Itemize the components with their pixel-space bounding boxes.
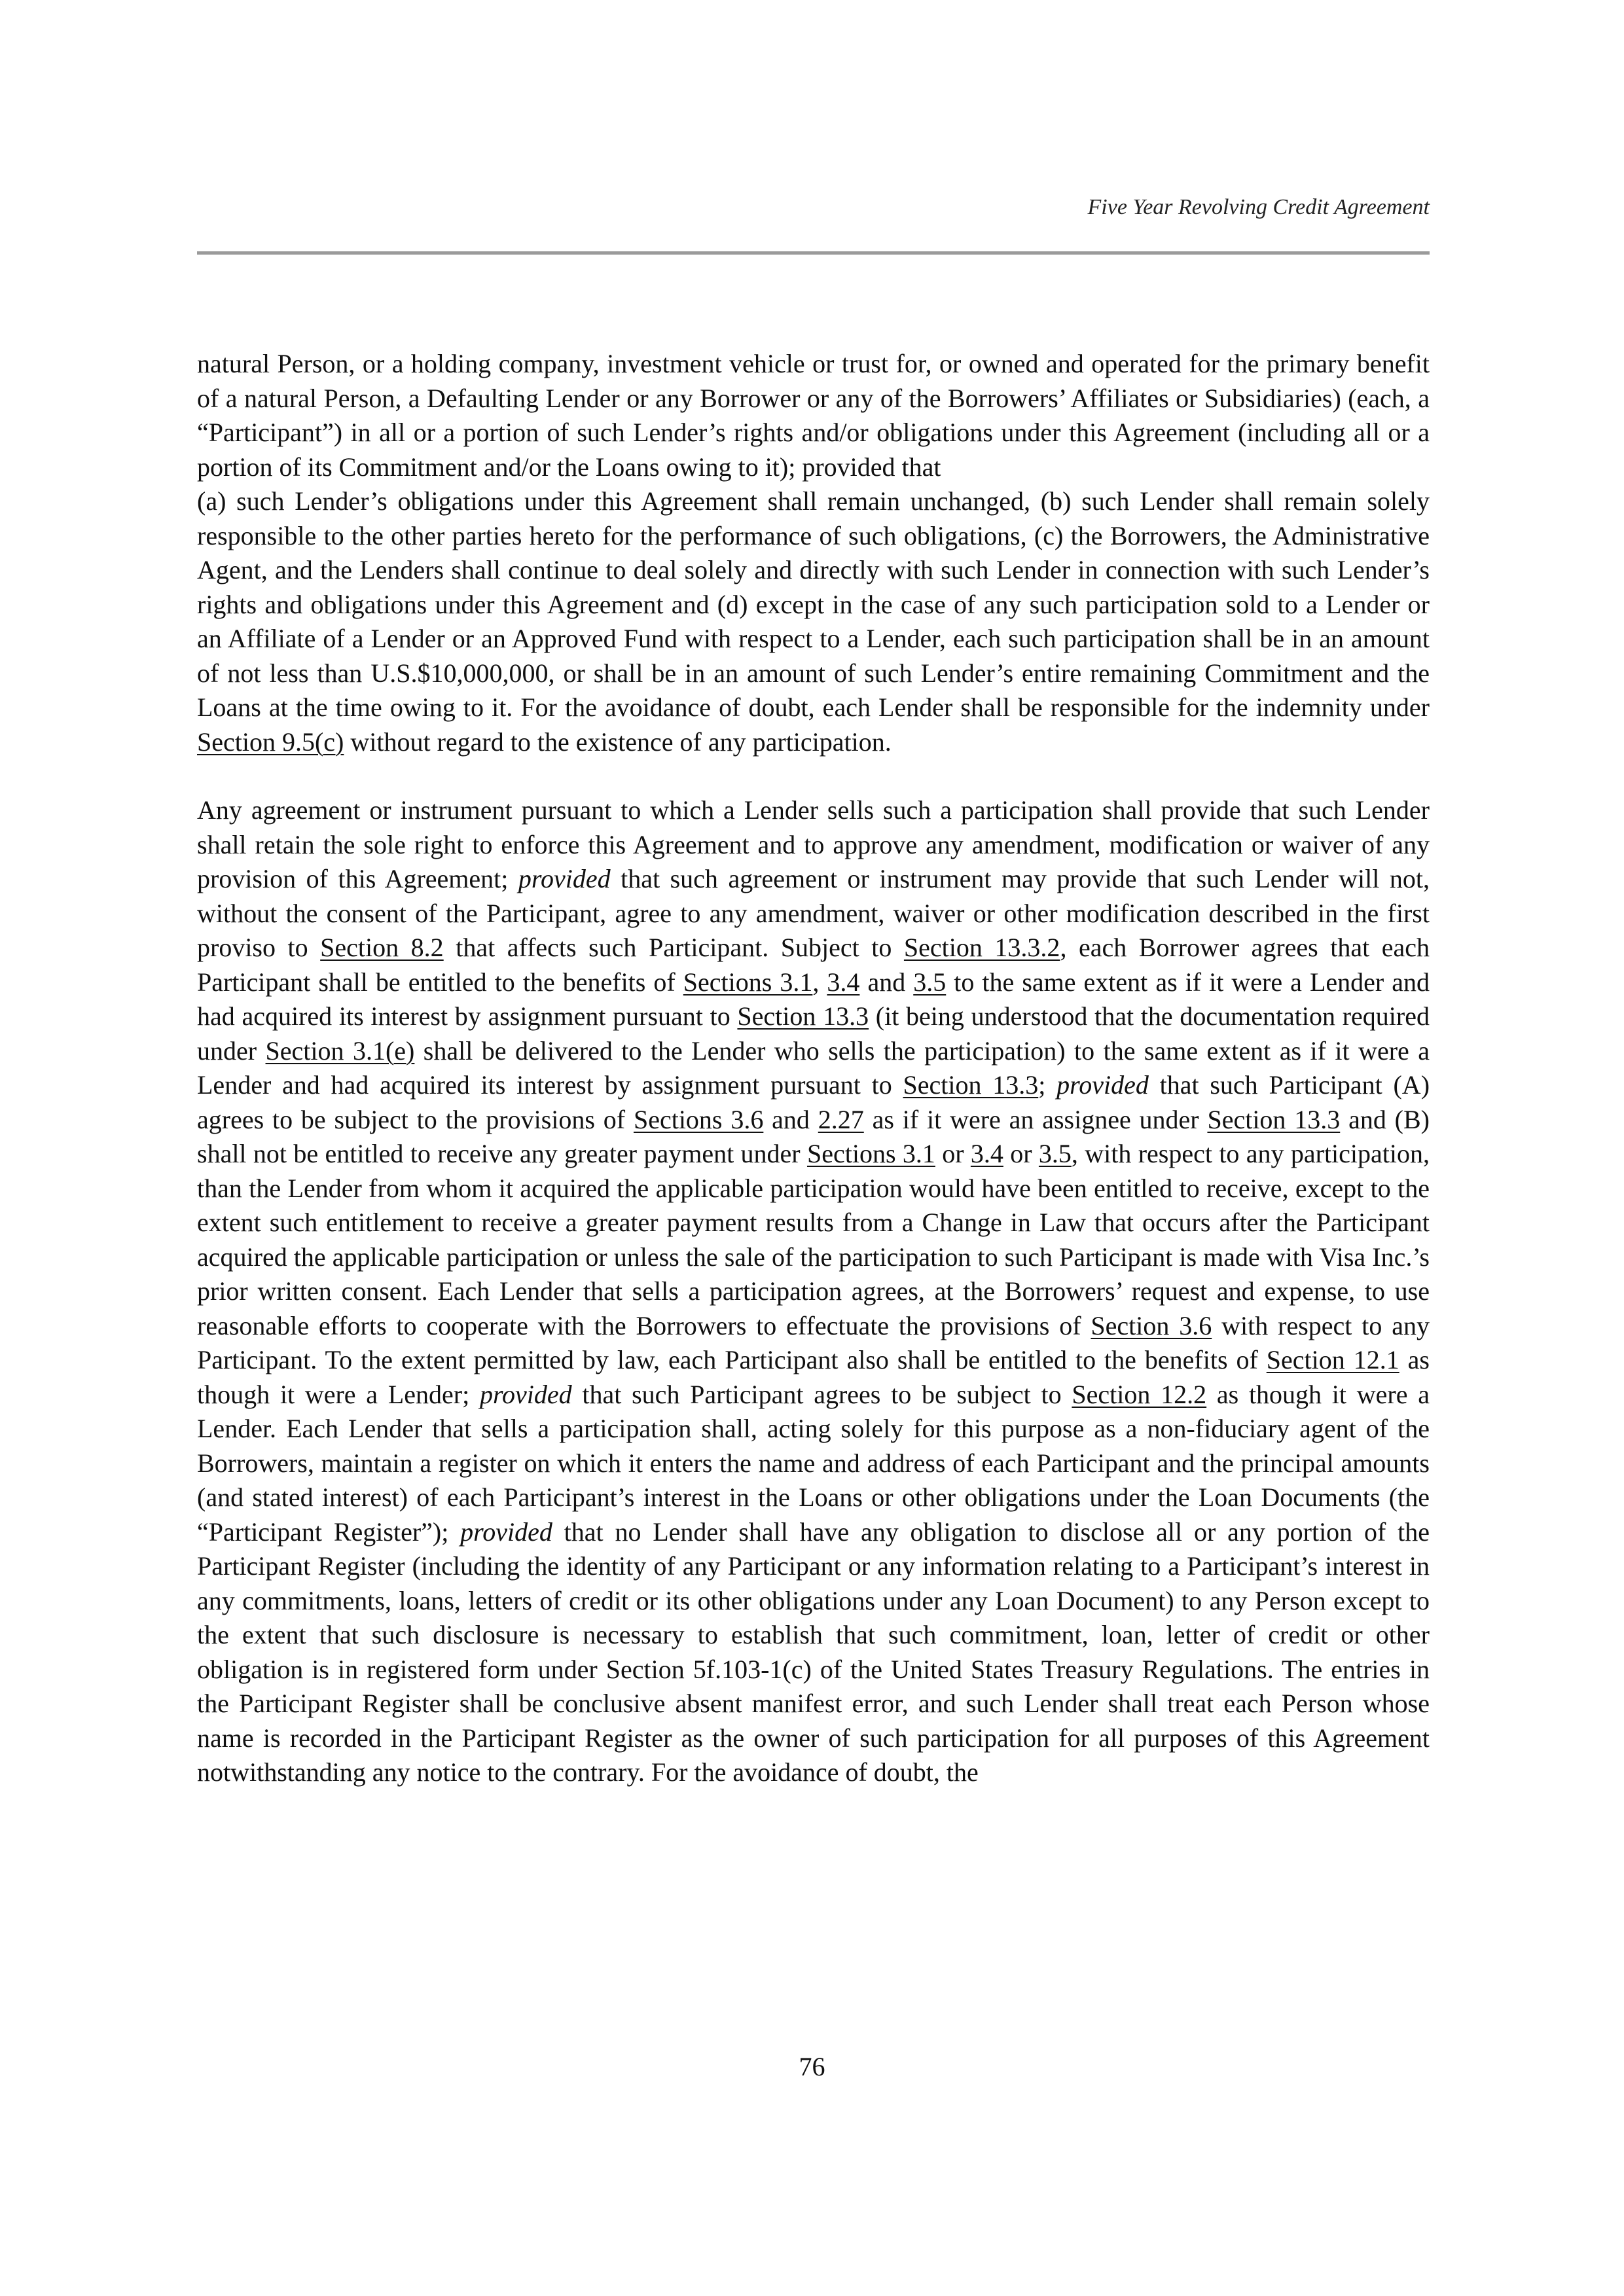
cross-reference-link[interactable]: 2.27 [818, 1104, 864, 1134]
text-run: as though it were a Lender; [197, 1345, 1430, 1409]
text-run: that such agreement or instrument may provide that such Lender will not, without the consent of the Participant, agree to any amendment, waiver or other modification described in the first proviso to [197, 864, 1430, 962]
cross-reference-link[interactable]: 3.5 [913, 967, 947, 997]
text-run: or [1003, 1139, 1039, 1168]
cross-reference-link[interactable]: Section 8.2 [320, 933, 444, 962]
text-run: that such Participant agrees to be subject to [571, 1379, 1072, 1409]
text-run: to the same extent as if it were a Lender and had acquired its interest by assignment pursuant to [197, 967, 1430, 1031]
text-run: shall be delivered to the Lender who sells the participation) to the same extent as if it were a Lender and had acquired its interest by assignment pursuant to [197, 1035, 1430, 1100]
cross-reference-link[interactable]: Section 12.1 [1266, 1345, 1399, 1374]
text-run: (a) such Lender’s obligations under this Agreement shall remain unchanged, (b) such Lender shall remain solely responsible to the other parties hereto for the performance of such obligations, (c) the Borrowers, the Administrative Agent, and the Lenders shall continue to deal solely and directly with such Lender in connection with such Lender’s rights and obligations under this Agreement and (d) except in the case of any such participation sold to a Lender or an Affiliate of a Lender or an Approved Fund with respect to a Lender, each such participation shall be in an amount of not less than U.S.$10,000,000, or shall be in an amount of such Lender’s entire remaining Commitment and the Loans at the time owing to it. For the avoidance of doubt, each Lender shall be responsible for the indemnity under [197, 486, 1430, 722]
cross-reference-link[interactable]: Section 3.1(e) [265, 1035, 415, 1066]
text-run: that no Lender shall have any obligation to disclose all or any portion of the Participant Register (including the identity of any Participant or any information relating to a Participant’s interest in any commitments, loans, letters of credit or its other obligations under any Loan Document) to any Person except to the extent that such disclosure is necessary to establish that such commitment, loan, letter of credit or other obligation is in registered form under Section 5f.103-1(c) of the United States Treasury Regulations. The entries in the Participant Register shall be conclusive absent manifest error, and such Lender shall treat each Person whose name is recorded in the Participant Register as the owner of such participation for all purposes of this Agreement notwithstanding any notice to the contrary. For the avoidance of doubt, the [197, 1516, 1430, 1787]
cross-reference-link[interactable]: Sections 3.1 [683, 967, 813, 997]
emphasis-provided: provided [479, 1379, 572, 1409]
emphasis-provided: provided [1056, 1070, 1149, 1100]
page-number: 76 [799, 2052, 825, 2081]
cross-reference-link[interactable]: Section 9.5(c) [197, 726, 344, 757]
cross-reference-link[interactable]: Section 13.3 [737, 1001, 869, 1031]
text-run: that affects such Participant. Subject to [443, 933, 904, 962]
cross-reference-link[interactable]: Section 13.3.2 [903, 933, 1060, 962]
text-run: and [763, 1104, 818, 1134]
cross-reference-link[interactable]: Section 13.3 [1207, 1104, 1341, 1134]
text-run: and (B) shall not be entitled to receive any greater payment under [197, 1104, 1430, 1168]
text-run: without regard to the existence of any participation. [344, 726, 892, 757]
text-run: , [812, 967, 827, 997]
cross-reference-link[interactable]: 3.4 [970, 1139, 1003, 1168]
text-run: or [935, 1139, 971, 1168]
text-run: , each Borrower agrees that each Participant shall be entitled to the benefits of [197, 933, 1430, 997]
text-run: ; [1038, 1070, 1057, 1100]
cross-reference-link[interactable]: Sections 3.1 [806, 1139, 935, 1168]
text-run: Any agreement or instrument pursuant to which a Lender sells such a participation shall provide that such Lender shall retain the sole right to enforce this Agreement and to approve any amendment, modification or waiver of any provision of this Agreement; [197, 795, 1430, 893]
cross-reference-link[interactable]: Section 13.3 [903, 1070, 1039, 1100]
text-run: with respect to any Participant. To the extent permitted by law, each Participant also shall be entitled to the benefits of [197, 1310, 1430, 1374]
emphasis-provided: provided [518, 864, 611, 893]
header-divider [197, 251, 1430, 255]
running-header-title: Five Year Revolving Credit Agreement [1087, 195, 1430, 219]
paragraph-1 [197, 347, 1430, 484]
text-run: (it being understood that the documentation required under [197, 1001, 1430, 1066]
cross-reference-link[interactable]: 3.5 [1038, 1139, 1072, 1168]
cross-reference-link[interactable]: Sections 3.6 [633, 1104, 764, 1134]
cross-reference-link[interactable]: Section 3.6 [1091, 1310, 1212, 1340]
text-run: , with respect to any participation, than the Lender from whom it acquired the applicable participation would have been entitled to receive, except to the extent such entitlement to receive a greater payment results from a Change in Law that occurs after the Participant acquired the applicable participation or unless the sale of the participation to such Participant is made with Visa Inc.’s prior written consent. Each Lender that sells a participation agrees, at the Borrowers’ request and expense, to use reasonable efforts to cooperate with the Borrowers to effectuate the provisions of [197, 1139, 1430, 1340]
body-text [197, 347, 1430, 1790]
text-run: as if it were an assignee under [863, 1104, 1208, 1134]
paragraph-2 [197, 484, 1430, 759]
emphasis-provided: provided [460, 1516, 552, 1547]
text-run: natural Person, or a holding company, investment vehicle or trust for, or owned and operated for the primary benefit of a natural Person, a Defaulting Lender or any Borrower or any of the Borrowers’ Affiliates or Subsidiaries) (each, a “Participant”) in all or a portion of such Lender’s rights and/or obligations under this Agreement (including all or a portion of its Commitment and/or the Loans owing to it); provided that [197, 349, 1430, 482]
text-run: as though it were a Lender. Each Lender that sells a participation shall, acting solely for this purpose as a non-fiduciary agent of the Borrowers, maintain a register on which it enters the name and address of each Participant and the principal amounts (and stated interest) of each Participant’s interest in the Loans or other obligations under the Loan Documents (the “Participant Register”); [197, 1379, 1430, 1547]
paragraph-3 [197, 793, 1430, 1790]
text-run: that such Participant (A) agrees to be subject to the provisions of [197, 1070, 1430, 1134]
cross-reference-link[interactable]: Section 12.2 [1072, 1379, 1207, 1409]
text-run: and [859, 967, 914, 997]
cross-reference-link[interactable]: 3.4 [827, 967, 860, 997]
